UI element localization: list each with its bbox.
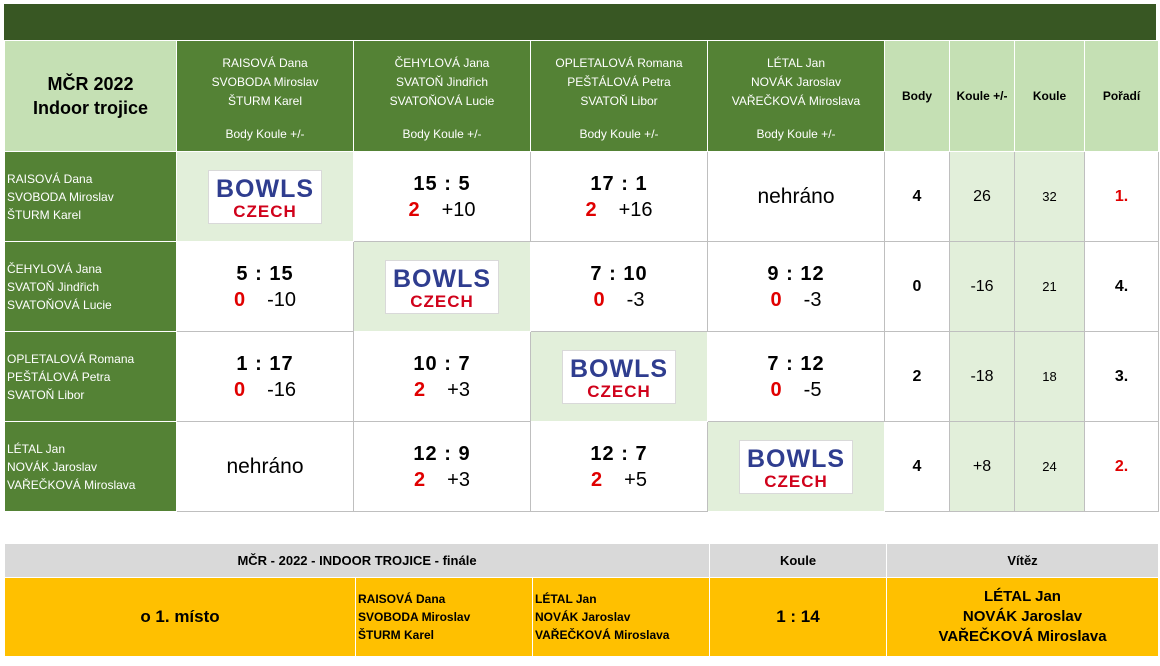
logo-text-czech: CZECH	[587, 381, 651, 401]
final-title: MČR - 2022 - INDOOR TROJICE - finále	[5, 544, 710, 578]
match-points: 0	[233, 378, 246, 401]
team-column-header	[708, 41, 885, 152]
player-name: SVATOŇ Jindřich	[7, 279, 100, 294]
koule-header: Koule	[1015, 41, 1085, 152]
match-diff: +10	[441, 198, 476, 221]
title-line1: MČR 2022	[47, 74, 134, 94]
total-koule: 21	[1015, 242, 1085, 332]
match-score: 12 : 7	[590, 442, 648, 465]
logo-text-czech: CZECH	[410, 291, 474, 311]
diagonal-logo-cell	[531, 332, 708, 422]
player-name: NOVÁK Jaroslav	[535, 610, 631, 624]
header-row	[5, 41, 1159, 152]
match-diff: -3	[626, 288, 645, 311]
player-name: OPLETALOVÁ Romana	[7, 351, 135, 366]
match-result-cell	[708, 242, 885, 332]
logo-text-bowls: BOWLS	[215, 174, 315, 203]
match-points: 2	[591, 468, 603, 491]
player-name: VAŘEČKOVÁ Miroslava	[535, 628, 670, 642]
total-koule: 24	[1015, 422, 1085, 512]
rank-cell	[1085, 152, 1159, 242]
final-table	[4, 543, 1159, 657]
match-result-cell	[531, 152, 708, 242]
table-row	[5, 152, 1159, 242]
match-result-cell	[531, 242, 708, 332]
player-name: OPLETALOVÁ Romana	[555, 56, 683, 70]
match-diff: -16	[267, 378, 297, 401]
match-points: 0	[593, 288, 605, 311]
match-score: 1 : 17	[236, 352, 294, 375]
column-sub-label: Body Koule +/-	[225, 127, 305, 141]
final-team-a	[356, 578, 533, 657]
top-banner	[4, 4, 1156, 40]
player-name: PEŠTÁLOVÁ Petra	[7, 369, 111, 384]
player-name: SVATOŇ Libor	[7, 387, 85, 402]
player-name: RAISOVÁ Dana	[7, 171, 93, 186]
match-result-cell	[177, 242, 354, 332]
match-sub	[531, 197, 707, 223]
match-result-cell	[354, 152, 531, 242]
player-name: PEŠTÁLOVÁ Petra	[567, 75, 671, 89]
match-score: 10 : 7	[413, 352, 471, 375]
rank-value: 3.	[1114, 367, 1129, 385]
total-koule-diff: -18	[950, 332, 1015, 422]
table-row	[5, 332, 1159, 422]
player-name: LÉTAL Jan	[766, 56, 826, 70]
final-koule-header: Koule	[710, 544, 887, 578]
team-column-header	[531, 41, 708, 152]
match-diff: +3	[447, 468, 470, 491]
logo-text-bowls: BOWLS	[746, 444, 846, 473]
winner-name: LÉTAL Jan	[984, 588, 1061, 605]
match-sub	[531, 467, 707, 493]
title-line2: Indoor trojice	[32, 98, 148, 118]
logo-text-czech: CZECH	[764, 471, 828, 491]
total-koule: 18	[1015, 332, 1085, 422]
row-team-label	[5, 242, 177, 332]
match-sub	[354, 197, 530, 223]
final-place: o 1. místo	[5, 578, 356, 657]
row-team-label	[5, 152, 177, 242]
player-name: ŠTURM Karel	[227, 94, 302, 108]
results-table	[4, 40, 1159, 512]
match-sub	[708, 287, 884, 313]
player-name: LÉTAL Jan	[535, 592, 597, 606]
total-koule-diff: +8	[950, 422, 1015, 512]
match-result-cell	[531, 422, 708, 512]
player-name: SVATOŇ Jindřich	[395, 75, 489, 89]
rank-value: 2.	[1114, 457, 1129, 475]
player-name: ČEHYLOVÁ Jana	[7, 261, 102, 276]
player-name: VAŘEČKOVÁ Miroslava	[7, 477, 136, 492]
logo-text-bowls: BOWLS	[569, 354, 669, 383]
player-name: LÉTAL Jan	[7, 441, 66, 456]
final-score: 1 : 14	[710, 578, 887, 657]
rank-cell	[1085, 332, 1159, 422]
match-sub	[531, 287, 707, 313]
match-score: 17 : 1	[590, 172, 648, 195]
logo-text-bowls: BOWLS	[392, 264, 492, 293]
player-name: SVOBODA Miroslav	[358, 610, 471, 624]
total-body: 0	[885, 242, 950, 332]
match-score: 12 : 9	[413, 442, 471, 465]
diagonal-logo-cell	[708, 422, 885, 512]
player-name: SVATOŇ Libor	[580, 94, 658, 108]
bowls-czech-logo	[386, 261, 498, 313]
match-result-cell	[708, 332, 885, 422]
total-body: 2	[885, 332, 950, 422]
player-name: RAISOVÁ Dana	[222, 56, 308, 70]
player-name: ČEHYLOVÁ Jana	[394, 56, 490, 70]
total-koule-diff: -16	[950, 242, 1015, 332]
player-name: ŠTURM Karel	[7, 207, 82, 222]
results-body	[5, 152, 1159, 512]
match-sub	[354, 377, 530, 403]
match-diff: +16	[618, 198, 653, 221]
match-result-cell	[177, 332, 354, 422]
bowls-czech-logo	[563, 351, 675, 403]
column-sub-label: Body Koule +/-	[402, 127, 482, 141]
team-column-header	[177, 41, 354, 152]
player-name: NOVÁK Jaroslav	[750, 75, 842, 89]
rank-value: 4.	[1114, 277, 1129, 295]
match-points: 0	[770, 288, 782, 311]
team-column-header	[354, 41, 531, 152]
final-team-b	[533, 578, 710, 657]
match-score: 7 : 12	[767, 352, 825, 375]
match-sub	[177, 287, 353, 313]
player-name: SVOBODA Miroslav	[211, 75, 319, 89]
diagonal-logo-cell	[354, 242, 531, 332]
table-row	[5, 242, 1159, 332]
rank-value: 1.	[1114, 187, 1129, 205]
match-diff: -10	[267, 288, 297, 311]
winner-name: VAŘEČKOVÁ Miroslava	[938, 628, 1107, 645]
final-header-row	[5, 544, 1159, 578]
column-sub-label: Body Koule +/-	[579, 127, 659, 141]
match-sub	[708, 377, 884, 403]
match-score: 5 : 15	[236, 262, 294, 285]
not-played-cell: nehráno	[708, 152, 885, 242]
match-score: 9 : 12	[767, 262, 825, 285]
match-points: 0	[770, 378, 782, 401]
final-winner	[887, 578, 1159, 657]
match-points: 2	[585, 198, 597, 221]
body-header: Body	[885, 41, 950, 152]
winner-name: NOVÁK Jaroslav	[962, 608, 1083, 625]
final-row	[5, 578, 1159, 657]
match-result-cell	[354, 422, 531, 512]
match-result-cell	[354, 332, 531, 422]
final-winner-header: Vítěz	[887, 544, 1159, 578]
poradi-header: Pořadí	[1085, 41, 1159, 152]
match-diff: -3	[803, 288, 822, 311]
match-sub	[354, 467, 530, 493]
match-diff: +3	[447, 378, 470, 401]
match-sub	[177, 377, 353, 403]
table-row	[5, 422, 1159, 512]
player-name: NOVÁK Jaroslav	[7, 459, 98, 474]
match-points: 2	[408, 198, 420, 221]
not-played-cell: nehráno	[177, 422, 354, 512]
match-points: 0	[233, 288, 246, 311]
player-name: SVATOŇOVÁ Lucie	[389, 94, 495, 108]
bowls-czech-logo	[209, 171, 321, 223]
match-diff: -5	[803, 378, 822, 401]
total-koule-diff: 26	[950, 152, 1015, 242]
total-body: 4	[885, 422, 950, 512]
row-team-label	[5, 332, 177, 422]
player-name: SVOBODA Miroslav	[7, 189, 114, 204]
rank-cell	[1085, 242, 1159, 332]
koule-diff-header: Koule +/-	[950, 41, 1015, 152]
diagonal-logo-cell	[177, 152, 354, 242]
match-points: 2	[414, 378, 426, 401]
match-score: 7 : 10	[590, 262, 648, 285]
match-score: 15 : 5	[413, 172, 471, 195]
match-diff: +5	[624, 468, 647, 491]
row-team-label	[5, 422, 177, 512]
rank-cell	[1085, 422, 1159, 512]
total-koule: 32	[1015, 152, 1085, 242]
player-name: RAISOVÁ Dana	[358, 592, 446, 606]
logo-text-czech: CZECH	[233, 201, 297, 221]
player-name: ŠTURM Karel	[358, 628, 435, 642]
column-sub-label: Body Koule +/-	[756, 127, 836, 141]
bowls-czech-logo	[740, 441, 852, 493]
player-name: VAŘEČKOVÁ Miroslava	[731, 94, 861, 108]
match-points: 2	[414, 468, 426, 491]
total-body: 4	[885, 152, 950, 242]
player-name: SVATOŇOVÁ Lucie	[7, 297, 112, 312]
table-title	[5, 41, 177, 152]
